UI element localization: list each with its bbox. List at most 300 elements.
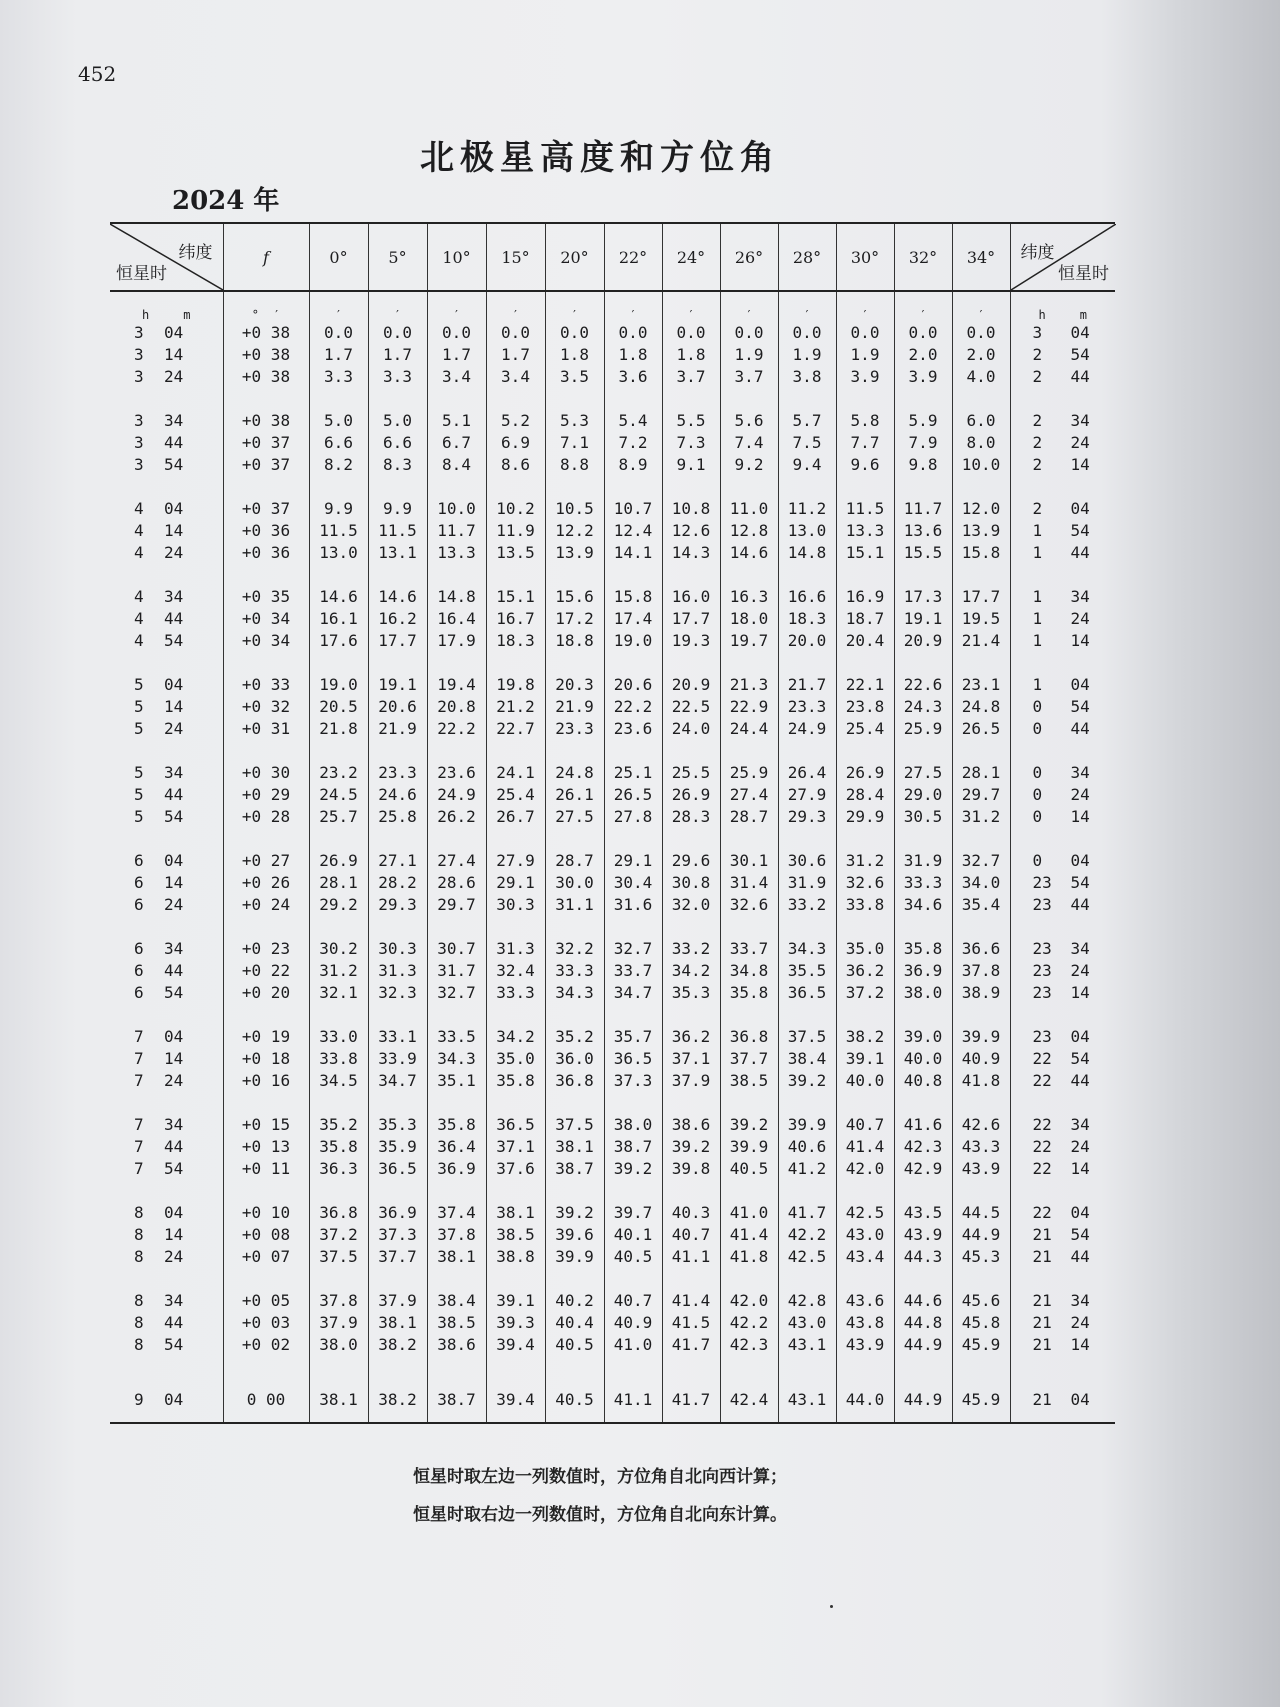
- altitude-value: 11.7: [427, 520, 486, 542]
- right-hour: 21: [1032, 1247, 1052, 1266]
- altitude-value: 23.2: [309, 762, 368, 784]
- header-lat: 32°: [894, 223, 952, 291]
- altitude-value: 12.6: [662, 520, 720, 542]
- unit-min-col: [952, 291, 1010, 322]
- altitude-value: 34.0: [952, 872, 1010, 894]
- spacer-cell: [486, 1356, 545, 1378]
- altitude-value: 33.3: [486, 982, 545, 1004]
- f-value: +0 26: [223, 872, 309, 894]
- left-time: [110, 1158, 223, 1180]
- altitude-value: 21.3: [720, 674, 778, 696]
- altitude-value: 35.8: [427, 1114, 486, 1136]
- altitude-value: 8.8: [545, 454, 604, 476]
- altitude-value: 42.0: [720, 1290, 778, 1312]
- spacer-cell: [309, 1180, 368, 1202]
- spacer-cell: [778, 1356, 836, 1378]
- altitude-value: 14.3: [662, 542, 720, 564]
- altitude-value: 24.1: [486, 762, 545, 784]
- left-minute: 44: [164, 785, 184, 804]
- left-time: [110, 344, 223, 366]
- altitude-value: 36.4: [427, 1136, 486, 1158]
- altitude-value: 1.9: [836, 344, 894, 366]
- altitude-value: 42.4: [720, 1378, 778, 1423]
- altitude-value: 39.1: [836, 1048, 894, 1070]
- spacer-cell: [223, 652, 309, 674]
- altitude-value: 40.0: [894, 1048, 952, 1070]
- spacer-cell: [545, 388, 604, 410]
- spacer-cell: [662, 476, 720, 498]
- spacer-cell: [1010, 388, 1115, 410]
- altitude-value: 39.6: [545, 1224, 604, 1246]
- spacer-cell: [223, 388, 309, 410]
- altitude-value: 5.1: [427, 410, 486, 432]
- altitude-value: 36.9: [894, 960, 952, 982]
- left-minute: 34: [164, 763, 184, 782]
- altitude-value: 16.4: [427, 608, 486, 630]
- spacer-cell: [545, 1092, 604, 1114]
- altitude-value: 21.2: [486, 696, 545, 718]
- table-row: [110, 1246, 1115, 1268]
- unit-min: ′: [803, 308, 811, 322]
- spacer-cell: [604, 1268, 662, 1290]
- table-row: [110, 1378, 1115, 1423]
- spacer-cell: [604, 1356, 662, 1378]
- altitude-value: 43.1: [778, 1378, 836, 1423]
- spacer-cell: [836, 1092, 894, 1114]
- left-minute: 04: [164, 675, 184, 694]
- altitude-value: 3.3: [309, 366, 368, 388]
- ink-dot: [830, 1605, 833, 1608]
- altitude-value: 24.8: [952, 696, 1010, 718]
- left-minute: 54: [164, 983, 184, 1002]
- altitude-value: 37.3: [604, 1070, 662, 1092]
- altitude-value: 28.3: [662, 806, 720, 828]
- unit-m: m: [183, 308, 191, 322]
- unit-h: h: [1038, 308, 1046, 322]
- right-hour: 1: [1032, 609, 1043, 628]
- header-lat: 10°: [427, 223, 486, 291]
- unit-min-col: [604, 291, 662, 322]
- altitude-value: 21.4: [952, 630, 1010, 652]
- altitude-value: 36.3: [309, 1158, 368, 1180]
- left-minute: 34: [164, 1291, 184, 1310]
- spacer-cell: [110, 1180, 223, 1202]
- altitude-value: 39.2: [778, 1070, 836, 1092]
- latitude-label-right: 纬度: [1020, 243, 1055, 263]
- altitude-value: 5.0: [368, 410, 427, 432]
- f-value: +0 30: [223, 762, 309, 784]
- altitude-value: 13.9: [952, 520, 1010, 542]
- altitude-value: 36.5: [486, 1114, 545, 1136]
- left-minute: 34: [164, 411, 184, 430]
- altitude-value: 38.2: [836, 1026, 894, 1048]
- spacer-cell: [545, 476, 604, 498]
- altitude-value: 3.7: [662, 366, 720, 388]
- altitude-value: 3.6: [604, 366, 662, 388]
- spacer-cell: [778, 652, 836, 674]
- table-row: [110, 432, 1115, 454]
- left-time: [110, 960, 223, 982]
- right-time: [1010, 872, 1115, 894]
- altitude-value: 28.1: [309, 872, 368, 894]
- altitude-value: 41.8: [720, 1246, 778, 1268]
- spacer-cell: [486, 476, 545, 498]
- altitude-value: 44.9: [894, 1378, 952, 1423]
- altitude-value: 34.2: [486, 1026, 545, 1048]
- right-hour: 23: [1032, 873, 1052, 892]
- altitude-value: 27.9: [778, 784, 836, 806]
- altitude-value: 6.6: [309, 432, 368, 454]
- spacer-cell: [662, 916, 720, 938]
- unit-min: ′: [977, 308, 985, 322]
- left-minute: 54: [164, 1159, 184, 1178]
- altitude-value: 41.4: [662, 1290, 720, 1312]
- spacer-cell: [952, 476, 1010, 498]
- left-hour: 6: [134, 983, 144, 1002]
- altitude-value: 21.8: [309, 718, 368, 740]
- altitude-value: 43.9: [836, 1334, 894, 1356]
- polaris-table: [110, 222, 1115, 1424]
- left-hour: 6: [134, 939, 144, 958]
- altitude-value: 37.8: [427, 1224, 486, 1246]
- altitude-value: 11.5: [368, 520, 427, 542]
- spacer-cell: [952, 740, 1010, 762]
- altitude-value: 31.2: [836, 850, 894, 872]
- unit-min-col: [720, 291, 778, 322]
- f-value: +0 27: [223, 850, 309, 872]
- left-hour: 7: [134, 1049, 144, 1068]
- altitude-value: 29.0: [894, 784, 952, 806]
- spacer-cell: [952, 1268, 1010, 1290]
- f-value: +0 34: [223, 630, 309, 652]
- spacer-row: [110, 740, 1115, 762]
- f-value: +0 34: [223, 608, 309, 630]
- altitude-value: 0.0: [720, 322, 778, 344]
- altitude-value: 27.1: [368, 850, 427, 872]
- altitude-value: 41.6: [894, 1114, 952, 1136]
- spacer-cell: [894, 476, 952, 498]
- spacer-cell: [110, 388, 223, 410]
- f-value: +0 05: [223, 1290, 309, 1312]
- spacer-cell: [1010, 1004, 1115, 1026]
- right-hour: 0: [1032, 785, 1043, 804]
- spacer-cell: [309, 1004, 368, 1026]
- left-time: [110, 630, 223, 652]
- f-value: +0 02: [223, 1334, 309, 1356]
- spacer-cell: [604, 916, 662, 938]
- left-minute: 14: [164, 521, 184, 540]
- right-hour: 0: [1032, 763, 1043, 782]
- altitude-value: 19.5: [952, 608, 1010, 630]
- unit-deg: °: [251, 308, 259, 322]
- spacer-row: [110, 1004, 1115, 1026]
- right-time: [1010, 1136, 1115, 1158]
- altitude-value: 20.6: [368, 696, 427, 718]
- altitude-value: 37.2: [836, 982, 894, 1004]
- altitude-value: 7.5: [778, 432, 836, 454]
- altitude-value: 42.5: [836, 1202, 894, 1224]
- altitude-value: 18.8: [545, 630, 604, 652]
- left-hour: 8: [134, 1203, 144, 1222]
- left-time: [110, 1048, 223, 1070]
- altitude-value: 40.7: [836, 1114, 894, 1136]
- altitude-value: 37.7: [720, 1048, 778, 1070]
- altitude-value: 37.5: [545, 1114, 604, 1136]
- spacer-cell: [427, 828, 486, 850]
- altitude-value: 36.0: [545, 1048, 604, 1070]
- right-minute: 24: [1070, 961, 1090, 980]
- left-hour: 7: [134, 1159, 144, 1178]
- table-row: [110, 872, 1115, 894]
- altitude-value: 3.4: [427, 366, 486, 388]
- altitude-value: 43.4: [836, 1246, 894, 1268]
- left-hour: 8: [134, 1225, 144, 1244]
- altitude-value: 38.6: [427, 1334, 486, 1356]
- altitude-value: 31.6: [604, 894, 662, 916]
- left-hour: 6: [134, 851, 144, 870]
- altitude-value: 38.8: [486, 1246, 545, 1268]
- altitude-value: 7.2: [604, 432, 662, 454]
- header-left-diagonal: [110, 223, 223, 291]
- f-value: +0 37: [223, 498, 309, 520]
- altitude-value: 41.0: [720, 1202, 778, 1224]
- left-time: [110, 586, 223, 608]
- header-lat: 0°: [309, 223, 368, 291]
- altitude-value: 9.9: [368, 498, 427, 520]
- altitude-value: 39.9: [545, 1246, 604, 1268]
- altitude-value: 11.7: [894, 498, 952, 520]
- altitude-value: 19.0: [604, 630, 662, 652]
- altitude-value: 28.7: [545, 850, 604, 872]
- altitude-value: 31.3: [368, 960, 427, 982]
- altitude-value: 43.5: [894, 1202, 952, 1224]
- altitude-value: 35.7: [604, 1026, 662, 1048]
- altitude-value: 20.6: [604, 674, 662, 696]
- spacer-cell: [545, 1180, 604, 1202]
- altitude-value: 38.1: [368, 1312, 427, 1334]
- altitude-value: 38.9: [952, 982, 1010, 1004]
- altitude-value: 15.1: [836, 542, 894, 564]
- note-left: 恒星时取左边一列数值时，方位角自北向西计算；: [413, 1467, 787, 1487]
- altitude-value: 18.3: [778, 608, 836, 630]
- table-row: [110, 608, 1115, 630]
- left-hour: 7: [134, 1027, 144, 1046]
- header-lat: 22°: [604, 223, 662, 291]
- spacer-cell: [545, 1356, 604, 1378]
- spacer-cell: [952, 828, 1010, 850]
- f-value: +0 13: [223, 1136, 309, 1158]
- left-minute: 04: [164, 1390, 184, 1409]
- altitude-value: 40.2: [545, 1290, 604, 1312]
- left-time: [110, 938, 223, 960]
- altitude-value: 17.9: [427, 630, 486, 652]
- spacer-cell: [662, 1268, 720, 1290]
- altitude-value: 27.5: [894, 762, 952, 784]
- altitude-value: 30.6: [778, 850, 836, 872]
- spacer-cell: [368, 476, 427, 498]
- altitude-value: 16.9: [836, 586, 894, 608]
- altitude-value: 3.9: [836, 366, 894, 388]
- altitude-value: 33.0: [309, 1026, 368, 1048]
- altitude-value: 26.5: [952, 718, 1010, 740]
- altitude-value: 25.5: [662, 762, 720, 784]
- altitude-value: 7.9: [894, 432, 952, 454]
- f-value: +0 32: [223, 696, 309, 718]
- right-minute: 24: [1070, 1137, 1090, 1156]
- altitude-value: 5.0: [309, 410, 368, 432]
- altitude-value: 10.0: [427, 498, 486, 520]
- altitude-value: 26.9: [662, 784, 720, 806]
- right-hour: 1: [1032, 587, 1043, 606]
- unit-left: [110, 291, 223, 322]
- latitude-label: 纬度: [178, 243, 213, 263]
- spacer-cell: [427, 740, 486, 762]
- altitude-value: 31.2: [309, 960, 368, 982]
- altitude-value: 5.3: [545, 410, 604, 432]
- spacer-cell: [110, 1268, 223, 1290]
- right-minute: 14: [1070, 1159, 1090, 1178]
- right-time: [1010, 894, 1115, 916]
- right-time: [1010, 1158, 1115, 1180]
- left-time: [110, 894, 223, 916]
- altitude-value: 39.3: [486, 1312, 545, 1334]
- left-minute: 14: [164, 873, 184, 892]
- altitude-value: 32.1: [309, 982, 368, 1004]
- right-minute: 54: [1070, 697, 1090, 716]
- altitude-value: 34.3: [545, 982, 604, 1004]
- f-value: +0 38: [223, 322, 309, 344]
- right-minute: 34: [1070, 411, 1090, 430]
- altitude-value: 40.6: [778, 1136, 836, 1158]
- right-time: [1010, 410, 1115, 432]
- altitude-value: 25.4: [486, 784, 545, 806]
- left-time: [110, 432, 223, 454]
- spacer-cell: [223, 1356, 309, 1378]
- altitude-value: 26.4: [778, 762, 836, 784]
- altitude-value: 43.9: [894, 1224, 952, 1246]
- altitude-value: 9.6: [836, 454, 894, 476]
- altitude-value: 40.8: [894, 1070, 952, 1092]
- left-hour: 3: [134, 345, 144, 364]
- altitude-value: 38.1: [309, 1378, 368, 1423]
- altitude-value: 23.3: [545, 718, 604, 740]
- table-row: [110, 1290, 1115, 1312]
- altitude-value: 35.4: [952, 894, 1010, 916]
- altitude-value: 29.3: [368, 894, 427, 916]
- left-minute: 24: [164, 543, 184, 562]
- f-value: +0 29: [223, 784, 309, 806]
- spacer-row: [110, 564, 1115, 586]
- altitude-value: 15.8: [604, 586, 662, 608]
- header-lat: 15°: [486, 223, 545, 291]
- altitude-value: 3.3: [368, 366, 427, 388]
- right-minute: 34: [1070, 1291, 1090, 1310]
- altitude-value: 5.6: [720, 410, 778, 432]
- right-time: [1010, 784, 1115, 806]
- right-hour: 2: [1032, 411, 1043, 430]
- altitude-value: 36.8: [720, 1026, 778, 1048]
- altitude-value: 24.8: [545, 762, 604, 784]
- altitude-value: 5.2: [486, 410, 545, 432]
- altitude-value: 45.9: [952, 1378, 1010, 1423]
- altitude-value: 44.3: [894, 1246, 952, 1268]
- spacer-cell: [662, 1180, 720, 1202]
- altitude-value: 24.6: [368, 784, 427, 806]
- spacer-cell: [778, 740, 836, 762]
- spacer-cell: [368, 564, 427, 586]
- right-time: [1010, 498, 1115, 520]
- altitude-value: 35.0: [836, 938, 894, 960]
- spacer-cell: [720, 740, 778, 762]
- altitude-value: 11.0: [720, 498, 778, 520]
- altitude-value: 29.1: [604, 850, 662, 872]
- table-row: [110, 498, 1115, 520]
- altitude-value: 0.0: [836, 322, 894, 344]
- altitude-value: 44.9: [894, 1334, 952, 1356]
- table-row: [110, 1048, 1115, 1070]
- spacer-cell: [309, 828, 368, 850]
- altitude-value: 33.7: [604, 960, 662, 982]
- left-minute: 34: [164, 939, 184, 958]
- right-minute: 14: [1070, 807, 1090, 826]
- altitude-value: 23.3: [368, 762, 427, 784]
- spacer-cell: [894, 828, 952, 850]
- spacer-cell: [720, 1180, 778, 1202]
- right-minute: 04: [1070, 675, 1090, 694]
- right-hour: 0: [1032, 807, 1043, 826]
- altitude-value: 38.7: [604, 1136, 662, 1158]
- spacer-cell: [223, 1004, 309, 1026]
- altitude-value: 12.4: [604, 520, 662, 542]
- spacer-cell: [427, 476, 486, 498]
- spacer-row: [110, 1180, 1115, 1202]
- altitude-value: 23.6: [604, 718, 662, 740]
- spacer-cell: [427, 652, 486, 674]
- left-hour: 3: [134, 455, 144, 474]
- spacer-cell: [894, 1004, 952, 1026]
- spacer-cell: [778, 1004, 836, 1026]
- altitude-value: 27.9: [486, 850, 545, 872]
- altitude-value: 38.2: [368, 1334, 427, 1356]
- spacer-cell: [894, 1356, 952, 1378]
- spacer-cell: [368, 652, 427, 674]
- altitude-value: 24.9: [778, 718, 836, 740]
- altitude-value: 15.8: [952, 542, 1010, 564]
- table-row: [110, 850, 1115, 872]
- left-minute: 14: [164, 1225, 184, 1244]
- altitude-value: 37.1: [486, 1136, 545, 1158]
- right-hour: 2: [1032, 455, 1043, 474]
- spacer-cell: [368, 388, 427, 410]
- spacer-cell: [368, 1356, 427, 1378]
- altitude-value: 38.5: [427, 1312, 486, 1334]
- altitude-value: 1.7: [486, 344, 545, 366]
- spacer-cell: [778, 388, 836, 410]
- left-time: [110, 784, 223, 806]
- altitude-value: 13.5: [486, 542, 545, 564]
- altitude-value: 39.0: [894, 1026, 952, 1048]
- spacer-cell: [720, 1004, 778, 1026]
- right-minute: 04: [1070, 499, 1090, 518]
- altitude-value: 25.9: [720, 762, 778, 784]
- table-row: [110, 630, 1115, 652]
- header-right-diagonal: [1010, 223, 1115, 291]
- left-minute: 44: [164, 433, 184, 452]
- altitude-value: 0.0: [894, 322, 952, 344]
- left-hour: 4: [134, 543, 144, 562]
- altitude-value: 45.9: [952, 1334, 1010, 1356]
- altitude-value: 8.2: [309, 454, 368, 476]
